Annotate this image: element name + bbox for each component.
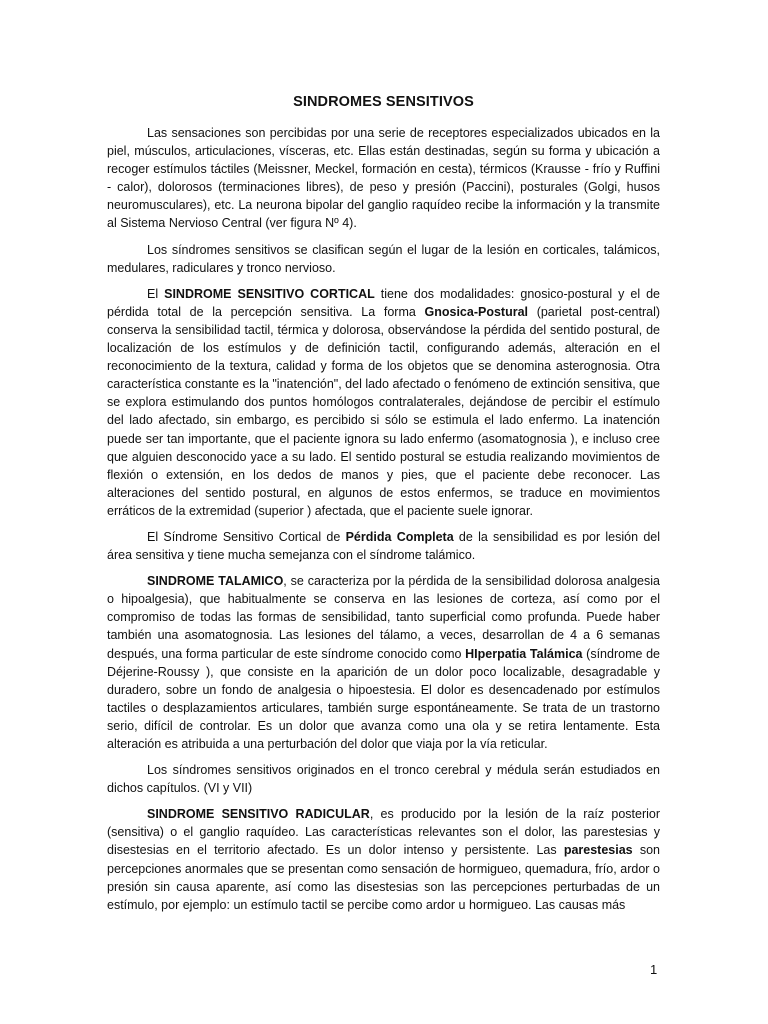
bold-term: SINDROME TALAMICO (147, 574, 284, 589)
bold-term: SINDROME SENSITIVO RADICULAR (147, 807, 370, 822)
paragraph-text: son percepciones anormales que se presentan como sensación de hormigueo, quemadura, frío, ardor o presión sin causa aparente, así como las disestesias son las percepciones perturbadas de un estímulo, por ejemplo: un estímulo tactil se percibe como ardor u hormigueo. Las causas más (107, 843, 660, 912)
paragraph (107, 528, 660, 564)
page-number: 1 (650, 962, 658, 977)
paragraph-text: , es producido por la lesión de la raíz posterior (sensitiva) o el ganglio raquídeo. Las características relevantes son el dolor, las parestesias y disestesias en el territorio afectado. Es un dolor intenso y persistente. Las (107, 807, 661, 858)
document-page (107, 94, 660, 922)
paragraph-text: , se caracteriza por la pérdida de la sensibilidad dolorosa analgesia o hipoalgesia), que habitualmente se conserva en las lesiones de corteza, así como por el compromiso de todas las formas de sensibilidad, tanto superficial como profunda. Puede haber también una asomatognosia. Las lesiones del tálamo, a veces, desarrollan de 4 a 6 semanas después, una forma particular de este síndrome conocido como (107, 574, 660, 661)
paragraph-text: Las sensaciones son percibidas por una serie de receptores especializados ubicados en la piel, músculos, articulaciones, vísceras, etc. Ellas están destinadas, según su forma y ubicación a recoger estímulos táctiles (Meissner, Meckel, formación en cesta), térmicos (Krausse - frío y Ruffini - calor), dolorosos (terminaciones libres), de peso y presión (Paccini), posturales (Golgi, husos neuromusculares), etc. La neurona bipolar del ganglio raquídeo recibe la información y la transmite al Sistema Nervioso Central (ver figura Nº 4). (107, 126, 660, 231)
paragraph (107, 241, 660, 277)
paragraph-text: (parietal post-central) conserva la sensibilidad tactil, térmica y dolorosa, observándose la pérdida del sentido postural, de localización de los estímulos y de definición tactil, configurando además, alteración en el reconocimiento de la textura, calidad y forma de los objetos que se denomina asterognosia. Otra característica constante es la "inatención", del lado afectado o fenómeno de extinción sensitiva, que se explora estimulando dos puntos homólogos contralaterales, dejándose de percibir el estímulo del lado afectado, sin embargo, es percibido si sólo se estimula el lado enfermo. La inatención puede ser tan importante, que el paciente ignora su lado enfermo (asomatognosia ), e incluso cree que alguien desconocido yace a su lado. El sentido postural se estudia realizando movimientos de flexión o extensión, en los dedos de manos y pies, que el paciente debe reconocer. Las alteraciones del sentido postural, en algunos de estos enfermos, se traduce en movimientos erráticos de la extremidad (superior ) afectada, que el paciente suele ignorar. (107, 304, 661, 518)
paragraph (107, 572, 660, 753)
bold-term: HIperpatia Talámica (465, 646, 583, 661)
paragraph-text: tiene dos modalidades: gnosico-postural y el de pérdida total de la percepción sensitiva. La forma (107, 286, 660, 319)
bold-term: Gnosica-Postural (424, 304, 529, 319)
bold-term: Pérdida Completa (345, 529, 454, 544)
paragraph-text: El (147, 286, 165, 301)
document-title: SINDROMES SENSITIVOS (293, 94, 474, 110)
paragraph (107, 761, 660, 797)
bold-term: parestesias (563, 843, 633, 858)
paragraph (107, 124, 660, 233)
document-body (107, 124, 660, 914)
paragraph (107, 805, 660, 914)
paragraph-text: El Síndrome Sensitivo Cortical de (147, 529, 346, 544)
paragraph-text: de la sensibilidad es por lesión del área sensitiva y tiene mucha semejanza con el síndrome talámico. (107, 529, 661, 563)
paragraph-text: Los síndromes sensitivos originados en el tronco cerebral y médula serán estudiados en dichos capítulos. (VI y VII) (107, 763, 660, 796)
paragraph (107, 285, 660, 520)
paragraph-text: Los síndromes sensitivos se clasifican según el lugar de la lesión en corticales, talámicos, medulares, radiculares y tronco nervioso. (107, 242, 660, 275)
bold-term: SINDROME SENSITIVO CORTICAL (164, 286, 375, 301)
paragraph-text: (síndrome de Déjerine-Roussy ), que consiste en la aparición de un dolor poco localizable, desagradable y duradero, sobre un fondo de analgesia o hipoestesia. El dolor es desencadenado por estímulos tactiles o desplazamientos articulares, también surge espontáneamente. Se trata de un trastorno serio, difícil de controlar. Es un dolor que avanza como una ola y se retira lentamente. Esta alteración es atribuida a una perturbación del dolor que viaja por la vía reticular. (107, 646, 660, 751)
